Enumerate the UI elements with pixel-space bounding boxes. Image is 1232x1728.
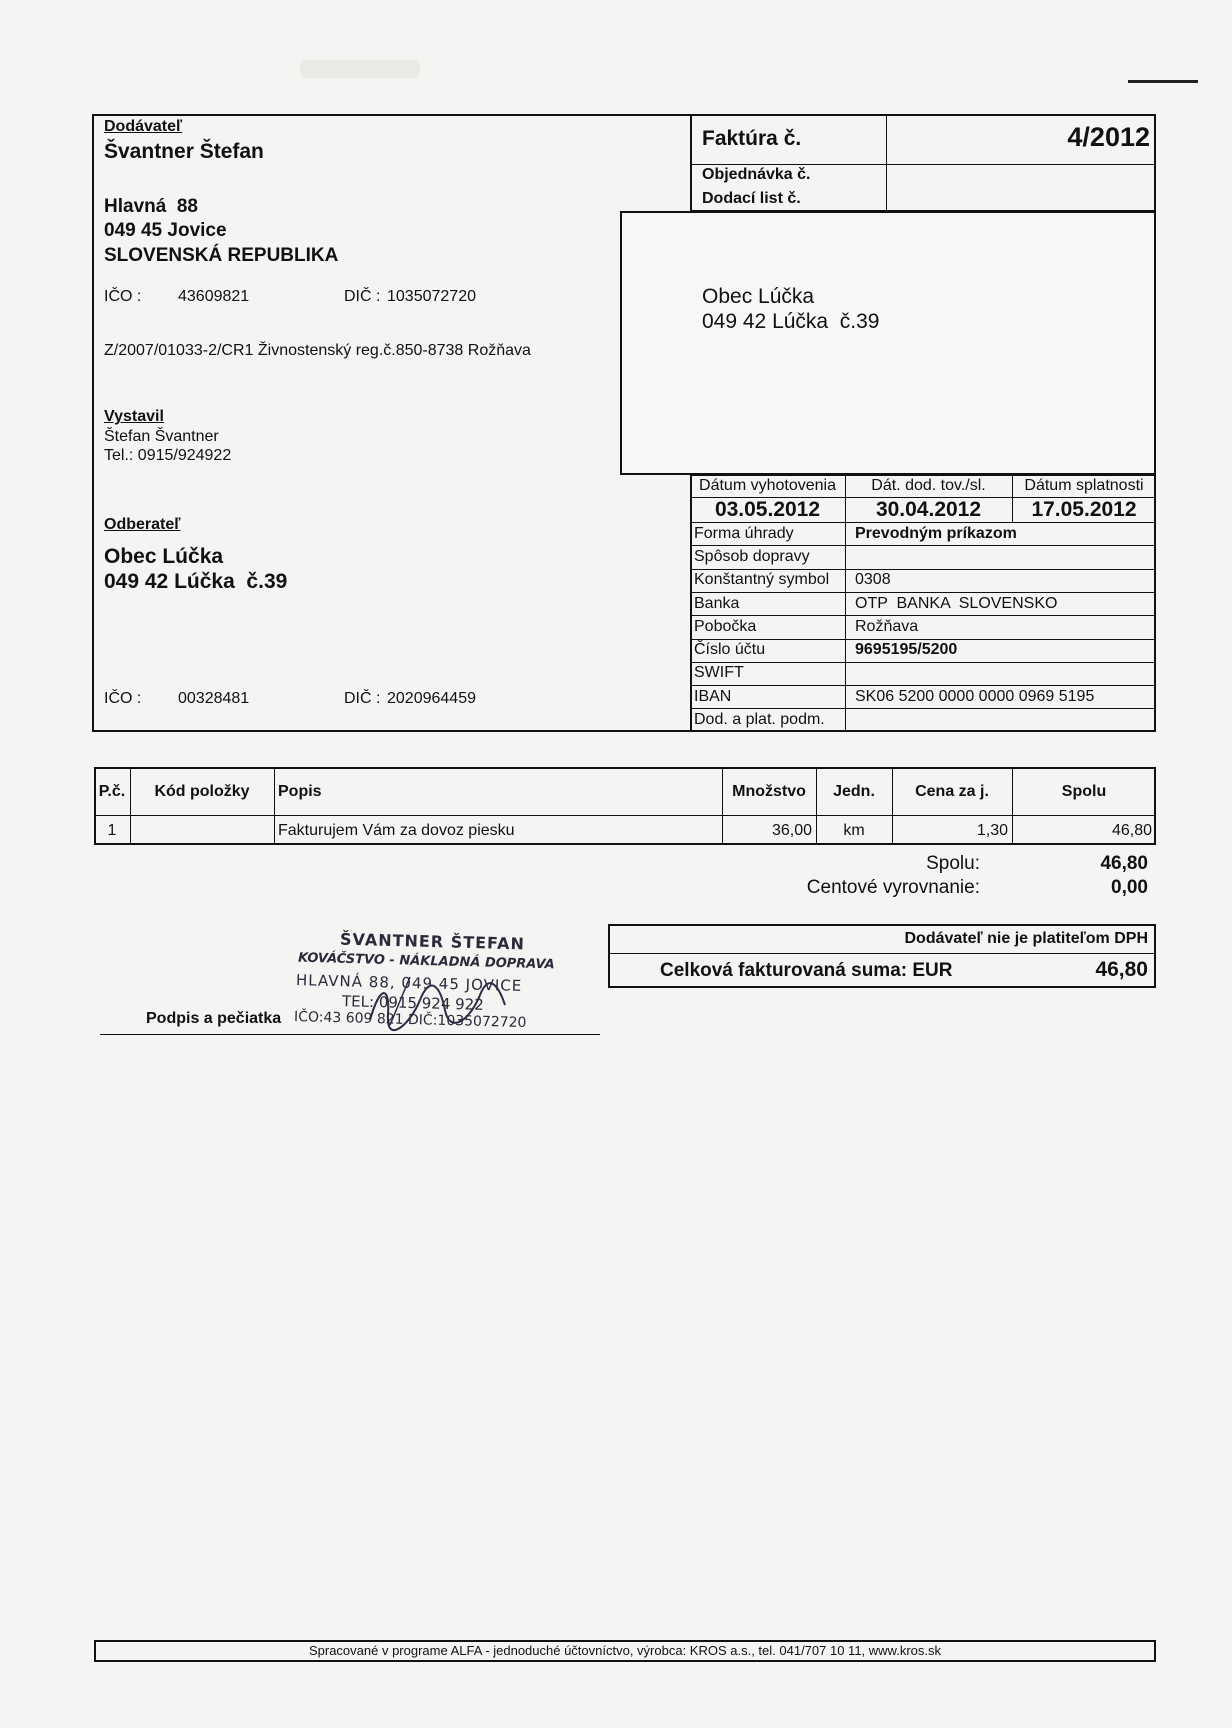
divider (608, 953, 1156, 954)
rounding-value: 0,00 (1111, 877, 1148, 898)
payment-row-label: Banka (694, 594, 740, 612)
customer-address: 049 42 Lúčka č.39 (104, 570, 288, 593)
divider (690, 164, 1156, 165)
signature-scribble (360, 975, 510, 1035)
supplier-heading: Dodávateľ (104, 118, 183, 135)
rounding-label: Centové vyrovnanie: (806, 877, 980, 898)
stamp-line-5: IČO:43 609 821 DIČ:1035072720 (293, 1008, 527, 1032)
invoice-number: 4/2012 (1067, 122, 1150, 152)
delivery-date-label: Dát. dod. tov./sl. (871, 477, 986, 494)
customer-dic: 2020964459 (387, 690, 476, 707)
col-header-no: P.č. (98, 782, 126, 800)
table-row-total: 46,80 (1111, 821, 1152, 839)
vat-note: Dodávateľ nie je platiteľom DPH (904, 930, 1148, 947)
issued-by-phone: Tel.: 0915/924922 (104, 447, 232, 464)
payment-row-value: 0308 (855, 571, 891, 589)
payment-row-value: Rožňava (855, 617, 919, 635)
payment-row-label: IBAN (694, 687, 732, 705)
payment-row-value: OTP BANKA SLOVENSKO (855, 594, 1058, 612)
col-header-unit: Jedn. (833, 782, 875, 800)
col-header-total: Spolu (1061, 782, 1107, 800)
recipient-line-2: 049 42 Lúčka č.39 (702, 310, 880, 333)
payment-row-value (845, 708, 1156, 731)
issue-date-label: Dátum vyhotovenia (699, 477, 836, 494)
customer-heading: Odberateľ (104, 516, 181, 533)
table-row-code (130, 816, 274, 845)
payment-row-value: Prevodným príkazom (855, 524, 1017, 542)
invoice-label: Faktúra č. (702, 127, 802, 150)
payment-row-label: Pobočka (694, 617, 757, 635)
recipient-line-1: Obec Lúčka (702, 285, 815, 308)
col-header-description: Popis (278, 782, 322, 800)
grand-total-value: 46,80 (1095, 958, 1148, 981)
sum-label: Spolu: (926, 853, 980, 874)
payment-row-value (845, 545, 1156, 568)
customer-name: Obec Lúčka (104, 545, 224, 568)
supplier-street: Hlavná 88 (104, 196, 198, 217)
customer-ico: 00328481 (178, 690, 250, 707)
footer-text: Spracované v programe ALFA - jednoduché účtovníctvo, výrobca: KROS a.s., tel. 041/707 10 11, www.kros.sk (308, 1643, 942, 1658)
col-header-quantity: Množstvo (732, 782, 806, 800)
order-label: Objednávka č. (702, 166, 811, 183)
payment-row-value: 9695195/5200 (855, 641, 958, 659)
col-header-unit-price: Cena za j. (915, 782, 989, 800)
payment-row-value: SK06 5200 0000 0000 0969 5195 (855, 687, 1095, 705)
table-row-description: Fakturujem Vám za dovoz piesku (278, 821, 515, 839)
supplier-dic-label: DIČ : (344, 288, 381, 305)
due-date-label: Dátum splatnosti (1024, 477, 1144, 494)
divider (845, 522, 846, 732)
supplier-ico-label: IČO : (104, 288, 142, 305)
supplier-ico: 43609821 (178, 288, 250, 305)
table-row-no: 1 (107, 821, 117, 839)
stamp-line-4: TEL: 0915 924 922 (341, 992, 485, 1014)
payment-row-value (845, 662, 1156, 685)
scan-mark (1128, 80, 1198, 83)
supplier-name: Švantner Štefan (104, 140, 264, 163)
payment-row-label: SWIFT (694, 664, 744, 682)
issue-date: 03.05.2012 (714, 498, 821, 521)
grand-total-label: Celková fakturovaná suma: EUR (660, 960, 953, 981)
signature-label: Podpis a pečiatka (146, 1010, 282, 1027)
stamp-line-2: KOVÁČSTVO - NÁKLADNÁ DOPRAVA (297, 950, 555, 973)
col-header-code: Kód položky (154, 782, 250, 800)
sum-value: 46,80 (1100, 853, 1148, 874)
delivery-note-label: Dodací list č. (702, 190, 801, 207)
delivery-date: 30.04.2012 (875, 498, 982, 521)
payment-row-label: Forma úhrady (694, 524, 794, 542)
issued-by-name: Štefan Švantner (104, 428, 219, 445)
stamp-line-1: ŠVANTNER ŠTEFAN (339, 929, 526, 954)
customer-ico-label: IČO : (104, 690, 142, 707)
recipient-window (620, 211, 1156, 475)
scan-smudge (300, 60, 420, 78)
supplier-registration: Z/2007/01033-2/CR1 Živnostenský reg.č.850-8738 Rožňava (104, 342, 531, 359)
supplier-dic: 1035072720 (387, 288, 476, 305)
customer-dic-label: DIČ : (344, 690, 381, 707)
payment-row-label: Konštantný symbol (694, 571, 830, 589)
due-date: 17.05.2012 (1031, 498, 1137, 521)
payment-row-label: Dod. a plat. podm. (694, 711, 825, 729)
table-row-unit-price: 1,30 (976, 821, 1008, 839)
payment-row-label: Spôsob dopravy (694, 547, 810, 565)
stamp-line-3: HLAVNÁ 88, 049 45 JOVICE (295, 971, 523, 995)
issued-by-heading: Vystavil (104, 408, 164, 425)
table-row-unit: km (843, 821, 865, 839)
supplier-city: 049 45 Jovice (104, 220, 227, 241)
payment-row-label: Číslo účtu (694, 641, 766, 659)
divider (886, 114, 887, 212)
table-row-quantity: 36,00 (771, 821, 812, 839)
signature-line (100, 1034, 600, 1035)
supplier-country: SLOVENSKÁ REPUBLIKA (104, 245, 339, 266)
